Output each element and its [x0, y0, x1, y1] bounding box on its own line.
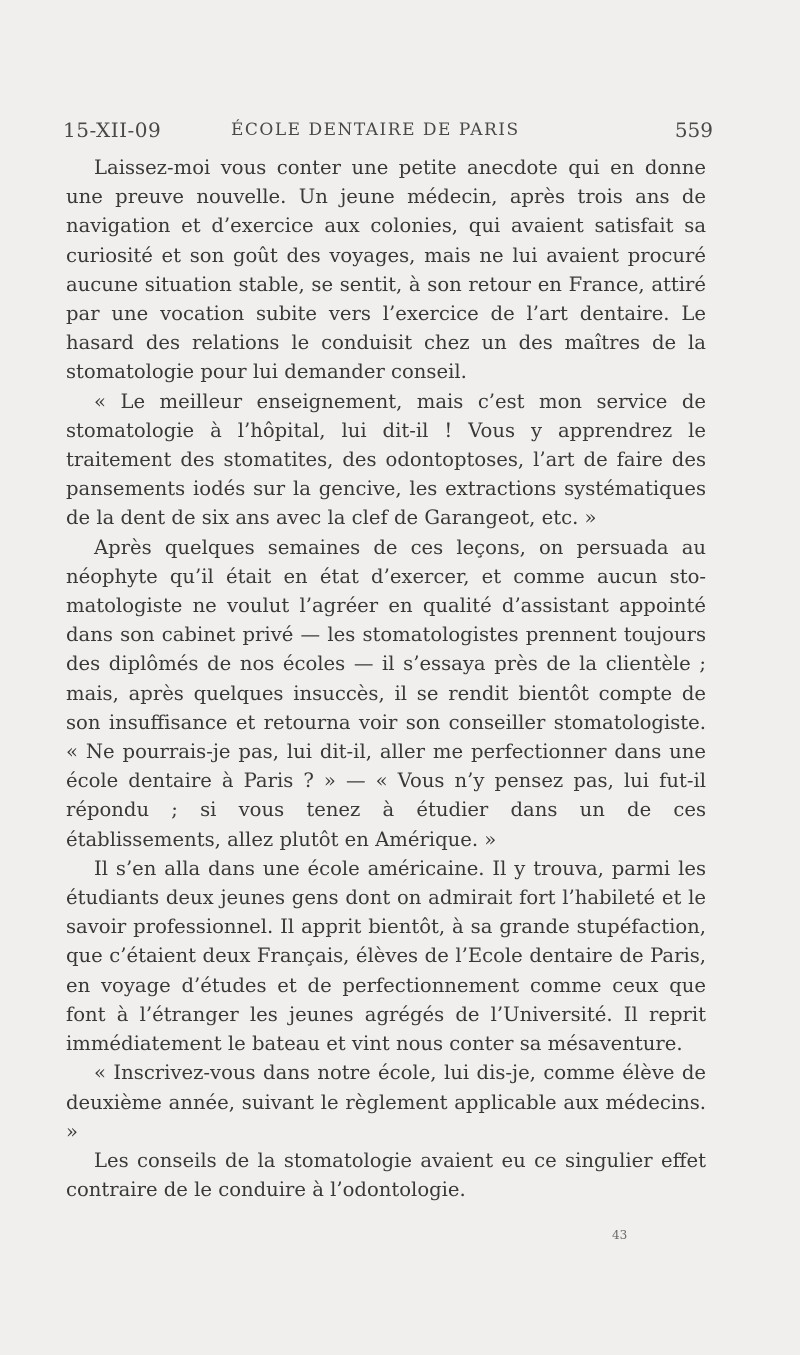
paragraph: Laissez-moi vous conter une petite anecdote qui en donne une preuve nouvelle. Un jeune médecin, après trois ans de navigation et d’exercice aux colonies, qui avaient satisfait sa curiosité et son goût des voyages, mais ne lui avaient procuré aucune situation stable, se sentit, à son retour en France, attiré par une vocation subite vers l’exercice de l’art dentaire. Le hasard des relations le conduisit chez un des maîtres de la stomatologie pour lui demander conseil. — [66, 156, 706, 384]
paragraph: « Inscrivez-vous dans notre école, lui dis-je, comme élève de deuxième année, suivant le règlement applicable aux médecins. » — [66, 1061, 706, 1143]
paragraph: Les conseils de la stomatologie avaient eu ce singulier effet contraire de le conduire à l’odontologie. — [66, 1148, 706, 1202]
page-number: 559 — [674, 118, 713, 142]
header-date: 15-XII-09 — [63, 118, 162, 142]
paragraph: « Le meilleur enseignement, mais c’est mon service de stomatologie à l’hôpital, lui dit-il ! Vous y apprendrez le traitement des stomatites, des odontoptoses, l’art de faire des pansements iodés sur la gencive, les extractions systématiques de la dent de six ans avec la clef de Garangeot, etc. » — [66, 389, 706, 530]
paragraph: Il s’en alla dans une école américaine. Il y trouva, parmi les étudiants deux jeunes gens dont on admirait fort l’habileté et le savoir professionnel. Il apprit bientôt, à sa grande stupéfaction, que c’étaient deux Français, élèves de l’Ecole dentaire de Paris, en voyage d’études et de perfectionnement comme ceux que font à l’étranger les jeunes agrégés de l’Université. Il reprit immédiatement le bateau et vint nous conter sa mésaventure. — [66, 856, 706, 1056]
paragraph: Après quelques semaines de ces leçons, on persuada au néophyte qu’il était en état d’exercer, et comme aucun stomatologiste ne voulut l’agréer en qualité d’assistant appointé dans son cabinet privé — les stomatologistes prennent toujours des diplômés de nos écoles — il s’essaya près de la clientèle ; mais, après quelques insuccès, il se rendit bientôt compte de son insuffisance et retourna voir son conseiller stomatologiste. « Ne pourrais-je pas, lui dit-il, aller me perfectionner dans une école dentaire à Paris ? » — « Vous n’y pensez pas, lui fut-il répondu ; si vous tenez à étudier dans un de ces établissements, allez plutôt en Amérique. » — [66, 535, 706, 851]
body-text — [66, 153, 706, 1204]
header-title: ÉCOLE DENTAIRE DE PARIS — [231, 120, 520, 140]
signature-mark: 43 — [612, 1228, 628, 1242]
running-header — [63, 118, 713, 148]
